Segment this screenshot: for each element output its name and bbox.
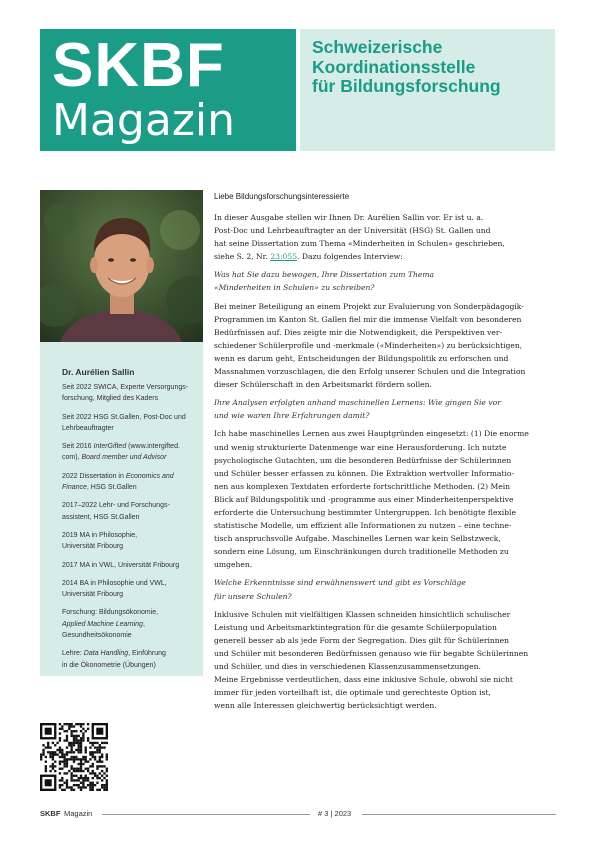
bio-item <box>62 648 203 671</box>
answer-line: und Schüler, und dies in verschiedenen Klassenzusammensetzungen. <box>214 662 481 671</box>
answer-line: und Schüler mit besonderen Bedürfnissen genauso wie für begabte Schülerinnen <box>214 648 529 658</box>
answer-line: und wenig strukturierte Datenmenge war eine Herausforderung. Ich nutzte <box>214 442 507 452</box>
org-name <box>312 38 501 97</box>
bio-item-line: forschung, Mitglied des Kaders <box>62 395 159 403</box>
bio-item <box>62 382 203 405</box>
bio-item-line: Lehre: Data Handling, Einführung <box>62 650 166 658</box>
intro-line: Post-Doc und Lehrbeauftragter an der Universität (HSG) St. Gallen und <box>214 226 491 236</box>
logo-magazin: Magazin <box>52 95 236 146</box>
answer-line: tisch anspruchsvolle Aufgabe. Maschinelles Lernen war kein Selbstzweck, <box>214 534 501 544</box>
bio-item <box>62 471 203 494</box>
footer-rule-right <box>362 814 556 815</box>
answer-line: wenn alle Interessen gleichwertig berücksichtigt werden. <box>214 701 437 711</box>
answer-line: wenn es darum geht, Entscheidungen der Bildungspolitik zu erforschen und <box>214 353 509 363</box>
bio-item-line: Universität Fribourg <box>62 591 124 599</box>
portrait-photo <box>40 190 203 342</box>
answer-line: statistische Modelle, um effizient alle Informationen zu nutzen – eine techne- <box>214 521 512 531</box>
bio-box <box>40 342 203 676</box>
bio-item <box>62 530 203 553</box>
answer-line: Massnahmen vorzuschlagen, die den Erfolg unserer Schulen und die Integration <box>214 367 526 377</box>
bio-item <box>62 560 203 571</box>
answer-line: und Schüler besser erfassen zu können. Die Extraktion wertvoller Informatio- <box>214 468 515 478</box>
org-line-1: Schweizerische <box>312 37 443 57</box>
answer-line: Bedürfnissen auf. Dies zeigte mir die Notwendigkeit, die Perspektiven ver- <box>214 327 503 337</box>
answer-line: erforderte die Untersuchung bestimmter Untergruppen. Ich benötigte flexible <box>214 507 516 517</box>
answer-line: generell besser ab als jede Form der Segregation. Dies gilt für Schülerinnen <box>214 635 510 645</box>
bio-item-line: Finance, HSG St.Gallen <box>62 484 137 492</box>
answer-line: Meine Ergebnisse verdeutlichen, dass eine inklusive Schule, obwohl sie nicht <box>214 675 513 685</box>
salutation: Liebe Bildungsforschungsinteressierte <box>214 192 350 201</box>
bio-item-line: Lehrbeauftragter <box>62 424 114 432</box>
bio-item-line: Seit 2016 InterGifted (www.intergifted. <box>62 443 180 451</box>
question-line: Ihre Analysen erfolgten anhand maschinellen Lernens: Wie gingen Sie vor <box>214 398 501 408</box>
question-line: Was hat Sie dazu bewogen, Ihre Dissertation zum Thema <box>214 270 435 280</box>
answer-line: immer für jeden vorteilhaft ist, die optimale und gerechteste Option ist, <box>214 688 491 698</box>
answer-line: dieser Schülerschaft in den Arbeitsmarkt fördern sollen. <box>214 380 432 390</box>
intro-line: siehe S. 2, Nr. 23:055. Dazu folgendes Interview: <box>214 252 403 262</box>
intro-line: hat seine Dissertation zum Thema «Minderheiten in Schulen» geschrieben, <box>214 239 505 249</box>
footer-page-number: # 3 | 2023 <box>318 809 352 818</box>
qr-code[interactable] <box>40 723 108 791</box>
footer-rule-left <box>102 814 310 815</box>
bio-item <box>62 607 203 641</box>
answer-line: psychologische Gutachten, um die besonderen Bedürfnisse der Schülerinnen <box>214 455 512 465</box>
footer-magazin: Magazin <box>64 809 93 818</box>
bio-item-line: in die Ökonometrie (Übungen) <box>62 661 156 669</box>
org-line-3: für Bildungsforschung <box>312 76 501 96</box>
bio-item-line: Seit 2022 HSG St.Gallen, Post-Doc und <box>62 413 186 421</box>
article-body <box>214 211 556 717</box>
bio-item-line: 2017–2022 Lehr- und Forschungs- <box>62 502 170 510</box>
bio-item-line: 2022 Dissertation in Economics and <box>62 472 174 480</box>
logo-block <box>40 29 296 151</box>
bio-item-line: 2014 BA in Philosophie und VWL, <box>62 579 167 587</box>
answer-line: nen aus komplexen Textdaten erforderte fortschrittliche Methoden. (2) Mein <box>214 481 511 491</box>
answer-line: sondern eine Lösung, um Einschränkungen durch traditionelle Methoden zu <box>214 547 509 557</box>
footer <box>40 809 556 821</box>
bio-item <box>62 441 203 464</box>
answer-line: schiedener Schülerprofile und -merkmale («Minderheiten») zu berücksichtigen, <box>214 340 523 350</box>
intro-line: In dieser Ausgabe stellen wir Ihnen Dr. Aurélien Sallin vor. Er ist u. a. <box>214 213 484 222</box>
bio-item-line: Gesundheitsökonomie <box>62 632 132 640</box>
answer-line: Leistung und Arbeitsmarktintegration für die gesamte Schülerpopulation <box>214 622 497 632</box>
question-line: Welche Erkenntnisse sind erwähnenswert und gibt es Vorschläge <box>214 578 466 588</box>
answer-line: Programmen im Kanton St. Gallen fiel mir die immense Vielfalt von besonderen <box>214 314 522 324</box>
bio-item <box>62 500 203 523</box>
bio-item-line: Universität Fribourg <box>62 543 124 551</box>
bio-name: Dr. Aurélien Sallin <box>62 367 135 377</box>
reference-link[interactable]: 23:055 <box>270 252 298 262</box>
question-line: und wie waren Ihre Erfahrungen damit? <box>214 411 370 421</box>
bio-item-line: Seit 2022 SWICA, Experte Versorgungs- <box>62 384 189 391</box>
org-block <box>300 29 555 151</box>
bio-item-line: Applied Machine Learning, <box>62 620 145 628</box>
bio-item <box>62 412 203 435</box>
footer-brand: SKBF <box>40 809 61 818</box>
answer-line: Blick auf Bildungspolitik und -programme aus einer Minderheitenperspektive <box>214 494 514 504</box>
answer-line: Ich habe maschinelles Lernen aus zwei Hauptgründen eingesetzt: (1) Die enorme <box>214 429 529 439</box>
bio-item-line: 2017 MA in VWL, Universität Fribourg <box>62 561 180 569</box>
bio-item <box>62 578 203 601</box>
answer-line: umgehen. <box>214 560 253 570</box>
question-line: «Minderheiten in Schulen» zu schreiben? <box>214 283 375 293</box>
bio-item-line: com), Board member und Advisor <box>62 454 167 462</box>
bio-items <box>62 382 203 671</box>
answer-line: Bei meiner Beteiligung an einem Projekt zur Evaluierung von Sonderpädagogik- <box>214 301 524 311</box>
answer-line: Inklusive Schulen mit vielfältigen Klassen schneiden hinsichtlich schulischer <box>214 609 511 619</box>
org-line-2: Koordinationsstelle <box>312 56 476 77</box>
bio-item-line: Forschung: Bildungsökonomie, <box>62 609 159 617</box>
question-line: für unsere Schulen? <box>214 591 292 601</box>
logo-skbf: SKBF <box>52 31 225 100</box>
bio-item-line: 2019 MA in Philosophie, <box>62 531 138 539</box>
bio-item-line: assistent, HSG St.Gallen <box>62 513 140 521</box>
